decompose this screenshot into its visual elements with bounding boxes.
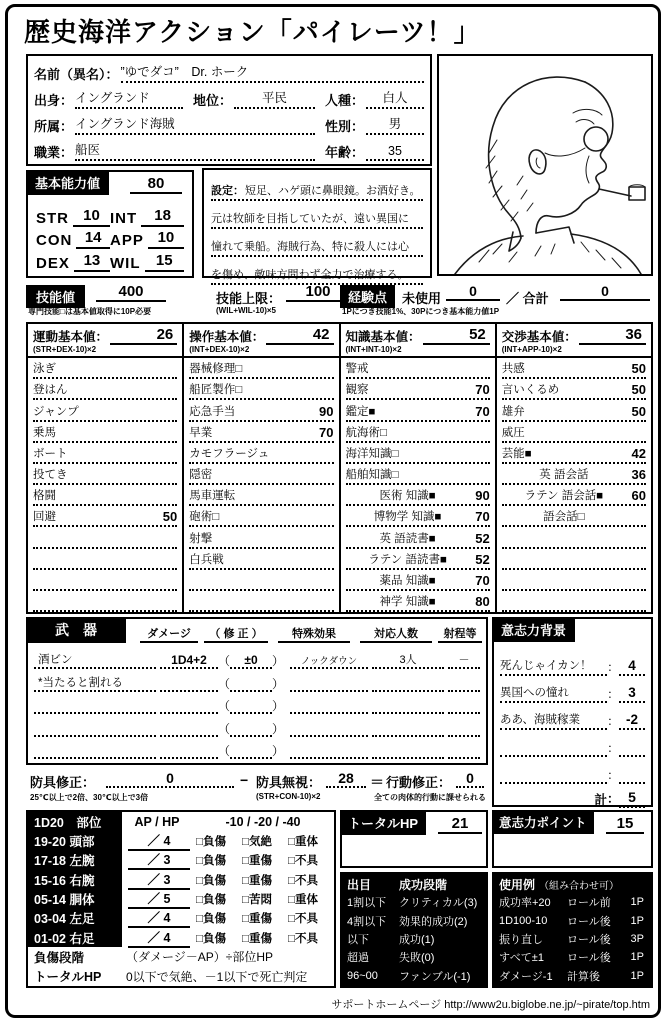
skill-row: 雄弁 50: [502, 400, 646, 421]
stat-int: INT 18: [110, 204, 184, 227]
checkbox-label: □気絶: [242, 835, 272, 848]
origin-label: 出身：: [34, 93, 74, 108]
race-label: 人種：: [324, 93, 364, 108]
profile-box: [26, 54, 432, 166]
skill-row: ジャンプ: [33, 400, 177, 421]
name-value: ”ゆでダコ” Dr. ホーク: [121, 62, 424, 83]
total-hp-value: 21: [438, 815, 482, 834]
skill-row: 早業 70: [189, 422, 333, 443]
checkbox-label: □負傷: [196, 874, 226, 887]
will-background-total-row: 計 ： 5: [500, 784, 645, 808]
paren-open: （: [218, 654, 231, 669]
usage-row: すべて±1 ロール後 1P: [499, 951, 644, 965]
skill-row: 格闘: [33, 485, 177, 506]
checkbox-label: □重傷: [242, 874, 272, 887]
action-mod-label: 行動修正：: [386, 775, 452, 790]
hit-row-left-arm: 17-18 左腕 ／ 3 □負傷 □重傷 □不具: [28, 851, 334, 870]
group-value: イングランド海賊: [75, 114, 315, 135]
checkbox-label: □不具: [288, 932, 318, 945]
usage-row: ダメージ-1 計算後 1P: [499, 969, 644, 983]
sex-value: 男: [366, 114, 424, 135]
checkbox-label: □負傷: [196, 855, 226, 868]
checkbox-label: □重傷: [242, 932, 272, 945]
paren-close: ）: [272, 744, 285, 759]
setting-line: 憧れて乗船。海賊行為、特に殺人には心: [211, 229, 423, 257]
will-points-usage-table: [492, 872, 653, 988]
skill-row: 薬品 知識■ 70: [346, 570, 490, 591]
weapons-header-range: 射程等: [438, 625, 482, 643]
checkbox-label: □不具: [288, 855, 318, 868]
checkbox-label: □負傷: [196, 893, 226, 906]
will-points-box: [492, 810, 653, 868]
skill-row: 泳ぎ: [33, 358, 177, 379]
weapon-row: [30, 694, 484, 716]
success-header: 出目 成功段階: [347, 877, 448, 892]
profile-row-job: [34, 137, 424, 161]
action-mod-value: 0: [456, 770, 484, 788]
checkbox-label: □不具: [288, 874, 318, 887]
skill-row: 海洋知識□: [346, 443, 490, 464]
skill-row: 砲術□: [189, 506, 333, 527]
will-points-value: 15: [606, 815, 644, 834]
setting-line: 設定： 短足、ハゲ頭に鼻眼鏡。お酒好き。: [211, 173, 423, 201]
job-value: 船医: [75, 140, 315, 161]
paren-open: （: [218, 744, 231, 759]
weapons-header-damage: ダメージ: [140, 625, 198, 643]
abilities-label: 基本能力値: [26, 170, 109, 195]
skill-row: カモフラージュ: [189, 443, 333, 464]
skills-table: [26, 322, 653, 614]
success-row: 以下 成功(1): [347, 934, 435, 947]
weapons-label: 武 器: [26, 617, 126, 643]
success-row: 1割以下 クリティカル(3): [347, 897, 478, 910]
skill-value-label: 技能値: [26, 285, 85, 308]
skill-cap-note: (WIL+WIL-10)×5: [216, 306, 277, 315]
will-background-row: 死んじゃイカン！ ： 4: [500, 649, 645, 676]
wound-stage-row: 負傷段階 （ダメージ－AP）÷部位HP: [34, 950, 274, 965]
weapon-row: [30, 716, 484, 738]
checkbox-label: □重体: [288, 835, 318, 848]
armor-mod-label: 防具修正：: [30, 775, 96, 790]
skill-row: [33, 549, 177, 570]
weapons-header-count: 対応人数: [360, 625, 432, 643]
success-row: 4割以下 効果的成功(2): [347, 915, 468, 928]
skill-row: [189, 591, 333, 612]
paren-open: （: [218, 699, 231, 714]
skill-row: 登はん: [33, 379, 177, 400]
minus-sign: −: [240, 772, 249, 788]
armor-ignore-label: 防具無視：: [256, 775, 322, 790]
skill-row: 神学 知識■ 80: [346, 591, 490, 612]
hit-location-table: [26, 810, 336, 988]
skill-row: 語会話□: [502, 506, 646, 527]
weapon-row: *当たると割れる （ ）: [30, 671, 484, 693]
usage-header: 使用例 （組み合わせ可）: [499, 877, 620, 892]
total-value: 5: [619, 789, 645, 808]
success-row: 超過 失敗(0): [347, 952, 435, 965]
page-title: 歴史海洋アクション「パイレーツ！」: [24, 17, 481, 47]
total-hp-rule-row: トータルHP 0以下で気絶、－1以下で死亡判定: [34, 969, 308, 985]
hit-header-row: 1D20 部位 AP / HP -10 / -20 / -40: [28, 812, 334, 831]
equals-sign: ＝: [370, 774, 384, 790]
will-background-row: ：: [500, 730, 645, 757]
profile-row-name: [34, 59, 424, 83]
skill-row: 英 語会話 36: [502, 464, 646, 485]
skill-row: [33, 570, 177, 591]
skill-column-operation: 操作基本値： 42 (INT+DEX-10)×2 器械修理□ 船匠製作□ 応急手当 90 早業 70 カモフラージュ 隠密 馬車運転 砲術□ 射撃 白兵戦: [184, 324, 340, 612]
skill-row: 隠密: [189, 464, 333, 485]
skill-row: [502, 549, 646, 570]
skill-column-motion: 運動基本値： 26 (STR+DEX-10)×2 泳ぎ 登はん ジャンプ 乗馬 ボート 投てき 格闘 回避 50: [28, 324, 184, 612]
hit-row-head: 19-20 頭部 ／ 4 □負傷 □気絶 □重体: [28, 831, 334, 850]
skill-cap-value: 100: [286, 283, 350, 302]
will-points-label: 意志力ポイント: [492, 810, 594, 834]
skill-row: [189, 570, 333, 591]
skill-row: 応急手当 90: [189, 400, 333, 421]
will-background-box: [492, 617, 653, 807]
skill-row: 芸能■ 42: [502, 443, 646, 464]
exp-unused-label: 未使用: [402, 291, 442, 306]
will-background-row: ああ、海賊稼業 ： -2: [500, 703, 645, 730]
checkbox-label: □負傷: [196, 835, 226, 848]
rank-value: 平民: [234, 88, 315, 109]
skill-row: 船舶知識□: [346, 464, 490, 485]
race-value: 白人: [366, 88, 424, 109]
skill-row: 医術 知識■ 90: [346, 485, 490, 506]
skill-row: 船匠製作□: [189, 379, 333, 400]
skill-row: [502, 591, 646, 612]
skill-row: [33, 527, 177, 548]
exp-note: 1Pにつき技能1%、30Pにつき基本能力値1P: [342, 307, 500, 316]
skill-row: [502, 527, 646, 548]
weapons-box: [26, 617, 488, 765]
skill-row: 器械修理□: [189, 358, 333, 379]
abilities-box: [26, 170, 194, 278]
armor-mod-note: 25℃以上で2倍、30℃以上で3倍: [30, 793, 149, 802]
skill-row: [502, 570, 646, 591]
skill-row: 航海術□: [346, 422, 490, 443]
skill-row: 馬車運転: [189, 485, 333, 506]
skill-value: 400: [96, 283, 166, 302]
checkbox-label: □負傷: [196, 913, 226, 926]
hit-row-right-arm: 15-16 右腕 ／ 3 □負傷 □重傷 □不具: [28, 870, 334, 889]
setting-box: [202, 168, 432, 281]
abilities-grid: [28, 200, 192, 276]
checkbox-label: □重傷: [242, 855, 272, 868]
origin-value: イングランド: [75, 88, 183, 109]
weapons-header-effect: 特殊効果: [278, 625, 350, 643]
hit-row-left-leg: 03-04 左足 ／ 4 □負傷 □重傷 □不具: [28, 909, 334, 928]
name-label: 名前（異名）：: [34, 67, 119, 82]
profile-row-group: [34, 111, 424, 135]
paren-close: ）: [272, 699, 285, 714]
action-mod-note: 全ての肉体的行動に課せられる: [374, 793, 486, 802]
group-label: 所属：: [34, 119, 74, 134]
portrait-illustration: [439, 56, 651, 274]
armor-modifier-band: [26, 770, 488, 808]
skill-row: ラテン 語読書■ 52: [346, 549, 490, 570]
rank-label: 地位：: [193, 93, 233, 108]
stat-dex: DEX 13: [36, 249, 110, 272]
skill-column-knowledge: 知識基本値： 52 (INT+INT-10)×2 警戒 観察 70 鑑定■ 70 航海術□ 海洋知識□ 船舶知識□ 医術 知識■ 90 博物学 知識■ 70 英 語読書■ 52 ラテン 語読書■ 52 薬品 知識■ 70 神学 知識■ 80: [341, 324, 497, 612]
stat-str: STR 10: [36, 204, 110, 227]
will-background-row: 異国への憧れ ： 3: [500, 676, 645, 703]
skill-row: 乗馬: [33, 422, 177, 443]
skill-row: 共感 50: [502, 358, 646, 379]
skill-row: 警戒: [346, 358, 490, 379]
setting-line: 元は牧師を目指していたが、遠い異国に: [211, 201, 423, 229]
skill-row: 回避 50: [33, 506, 177, 527]
skill-row: 投てき: [33, 464, 177, 485]
usage-row: 1D100-10 ロール後 1P: [499, 914, 644, 928]
stat-wil: WIL 15: [110, 249, 184, 272]
skill-column-negotiation: 交渉基本値： 36 (INT+APP-10)×2 共感 50 言いくるめ 50 雄弁 50 威圧 芸能■ 42 英 語会話 36 ラテン 語会話■ 60 語会話□: [497, 324, 651, 612]
sex-label: 性別：: [324, 119, 364, 134]
armor-ignore-note: (STR+CON-10)×2: [256, 792, 321, 801]
usage-row: 振り直し ロール後 3P: [499, 933, 644, 947]
paren-open: （: [218, 721, 231, 736]
total-label: 計: [594, 793, 607, 807]
total-hp-box: [340, 810, 488, 868]
stat-app: APP 10: [110, 227, 184, 250]
checkbox-label: □不具: [288, 913, 318, 926]
skill-row: 英 語読書■ 52: [346, 527, 490, 548]
will-background-row: ：: [500, 757, 645, 784]
portrait-box: [437, 54, 653, 276]
skill-row: 観察 70: [346, 379, 490, 400]
skill-row: 言いくるめ 50: [502, 379, 646, 400]
weapon-row: [30, 739, 484, 761]
skill-row: 鑑定■ 70: [346, 400, 490, 421]
exp-unused-value: 0: [446, 283, 500, 301]
skill-cap-label: 技能上限：: [216, 291, 282, 306]
paren-open: （: [218, 676, 231, 691]
checkbox-label: □負傷: [196, 932, 226, 945]
skill-row: [33, 591, 177, 612]
checkbox-label: □苦悶: [242, 893, 272, 906]
success-row: 96~00 ファンブル(-1): [347, 969, 471, 983]
skill-row: 射撃: [189, 527, 333, 548]
skill-row: ボート: [33, 443, 177, 464]
weapon-row: 酒ビン 1D4+2 （ ±0 ） ノックダウン 3人 －: [30, 649, 484, 671]
total-hp-label: トータルHP: [340, 810, 426, 835]
exp-total-label: ／ 合計: [506, 291, 549, 306]
success-stage-table: [340, 872, 488, 988]
will-background-label: 意志力背景: [492, 617, 575, 642]
stat-con: CON 14: [36, 227, 110, 250]
setting-line: を傷め、敵味方問わず全力で治療する。: [211, 257, 423, 285]
skill-row: ラテン 語会話■ 60: [502, 485, 646, 506]
skill-value-note: 専門技能□は基本値取得に10P必要: [28, 307, 152, 316]
paren-close: ）: [272, 676, 285, 691]
weapons-header-mod: （ 修 正 ）: [204, 625, 268, 643]
skill-row: 博物学 知識■ 70: [346, 506, 490, 527]
skill-row: 白兵戦: [189, 549, 333, 570]
support-homepage-url: サポートホームページ http://www2u.biglobe.ne.jp/~pirate/top.htm: [331, 999, 650, 1011]
skill-row: 威圧: [502, 422, 646, 443]
age-label: 年齢：: [324, 145, 364, 160]
armor-mod-value: 0: [106, 770, 234, 788]
armor-ignore-value: 28: [326, 770, 366, 788]
checkbox-label: □重体: [288, 893, 318, 906]
exp-total-value: 0: [560, 283, 650, 301]
profile-row-origin: [34, 85, 424, 109]
paren-close: ）: [272, 654, 285, 669]
job-label: 職業：: [34, 145, 74, 160]
hit-row-right-leg: 01-02 右足 ／ 4 □負傷 □重傷 □不具: [28, 928, 334, 947]
usage-row: 成功率+20 ロール前 1P: [499, 896, 644, 910]
exp-label: 経験点: [340, 285, 395, 308]
paren-close: ）: [272, 721, 285, 736]
age-value: 35: [366, 144, 424, 161]
setting-label: 設定：: [211, 185, 244, 197]
checkbox-label: □重傷: [242, 913, 272, 926]
hit-row-torso: 05-14 胴体 ／ 5 □負傷 □苦悶 □重体: [28, 889, 334, 908]
abilities-total: 80: [130, 175, 182, 194]
